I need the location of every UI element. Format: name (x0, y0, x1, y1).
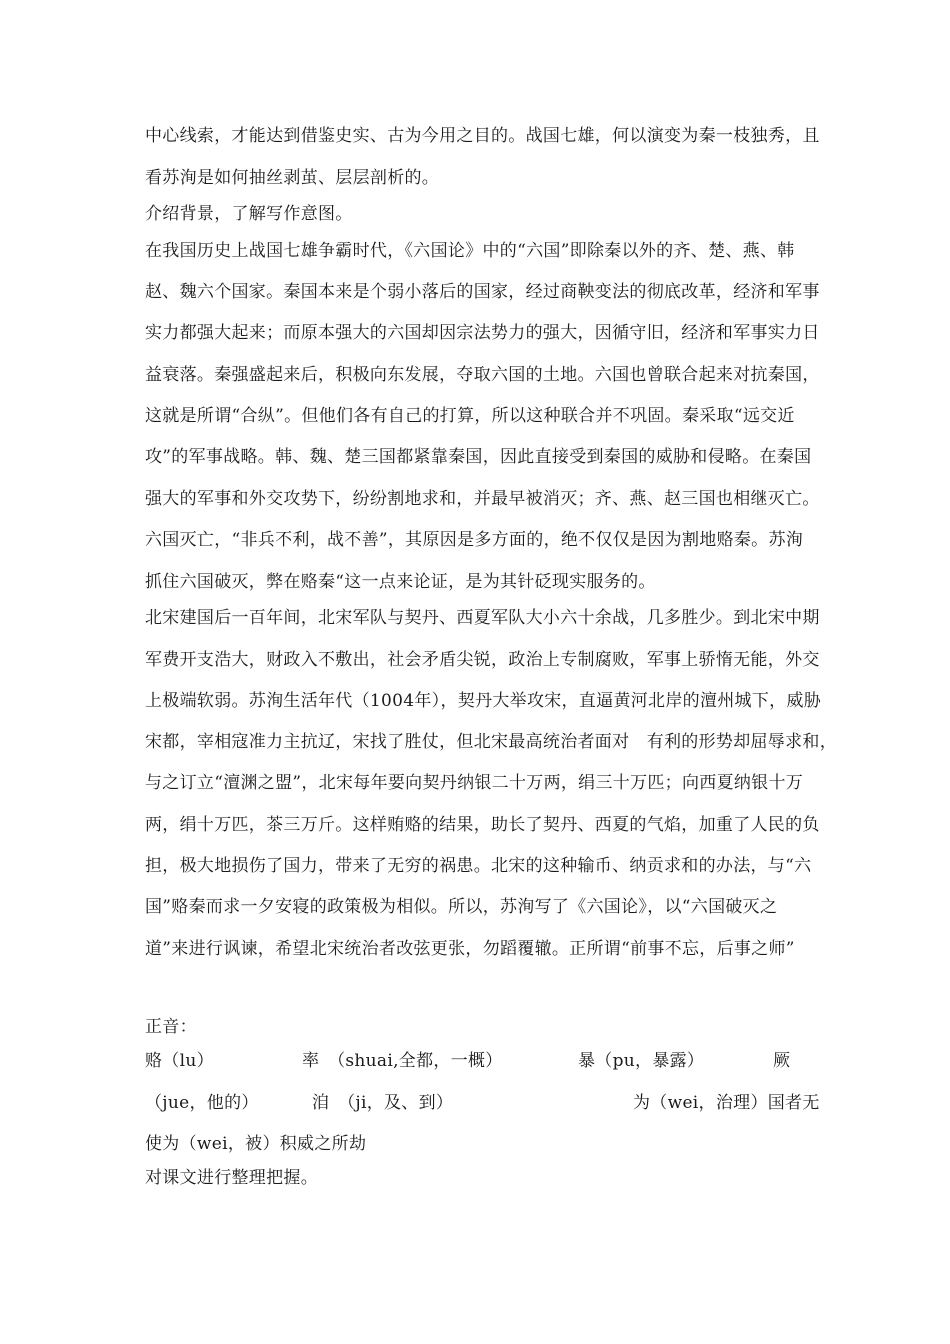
pronunciation-heading: 正音： (145, 1017, 197, 1037)
body-line: 宋都，宰相寇准力主抗辽，宋找了胜仗，但北宋最高统治者面对 有利的形势却屈辱求和， (145, 732, 837, 752)
pronunciation-item: 厥 (773, 1051, 791, 1071)
body-line: 实力都强大起来；而原本强大的六国却因宗法势力的强大，因循守旧，经济和军事实力日 (145, 323, 820, 343)
body-line: 道”来进行讽谏，希望北宋统治者改弦更张，勿蹈覆辙。正所谓“前事不忘，后事之师” (145, 939, 795, 959)
body-line: 国”赂秦而求一夕安寝的政策极为相似。所以，苏洵写了《六国论》，以“六国破灭之 (145, 897, 778, 917)
pronunciation-item: 洎 （ji，及、到） (312, 1093, 454, 1113)
body-line: 益衰落。秦强盛起来后，积极向东发展，夺取六国的土地。六国也曾联合起来对抗秦国， (145, 365, 820, 385)
pronunciation-item: 赂（lu） (145, 1051, 214, 1071)
body-line: 六国灭亡，“非兵不利，战不善”，其原因是多方面的，绝不仅仅是因为割地赂秦。苏洵 (145, 530, 804, 550)
body-line: 两，绢十万匹，茶三万斤。这样贿赂的结果，助长了契丹、西夏的气焰，加重了人民的负 (145, 815, 820, 835)
pronunciation-item: 为（wei，治理）国者无 (633, 1093, 820, 1113)
body-line: 抓住六国破灭，弊在赂秦“这一点来论证，是为其针砭现实服务的。 (145, 572, 656, 592)
body-line: 北宋建国后一百年间，北宋军队与契丹、西夏军队大小六十余战，几多胜少。到北宋中期 (145, 608, 820, 628)
body-line: 强大的军事和外交攻势下，纷纷割地求和，并最早被消灭；齐、燕、赵三国也相继灭亡。 (145, 489, 820, 509)
body-line: 担，极大地损伤了国力，带来了无穷的祸患。北宋的这种输币、纳贡求和的办法，与“六 (145, 856, 812, 876)
body-line: 中心线索，才能达到借鉴史实、古为今用之目的。战国七雄，何以演变为秦一枝独秀，且 (145, 126, 820, 146)
pronunciation-item: 暴（pu，暴露） (578, 1051, 705, 1071)
body-line: 介绍背景，了解写作意图。 (145, 204, 353, 224)
pronunciation-row: 使为（wei，被）积威之所劫 (145, 1134, 367, 1154)
body-line: 看苏洵是如何抽丝剥茧、层层剖析的。 (145, 168, 440, 188)
body-line: 攻”的军事战略。韩、魏、楚三国都紧靠秦国，因此直接受到秦国的威胁和侵略。在秦国 (145, 447, 812, 467)
body-line: 这就是所谓“合纵”。但他们各有自己的打算，所以这种联合并不巩固。秦采取“远交近 (145, 406, 795, 426)
body-line: 军费开支浩大，财政入不敷出，社会矛盾尖锐，政治上专制腐败，军事上骄惰无能，外交 (145, 650, 820, 670)
closing-line: 对课文进行整理把握。 (145, 1168, 318, 1188)
pronunciation-item: （jue，他的） (145, 1093, 259, 1113)
body-line: 与之订立“澶渊之盟”，北宋每年要向契丹纳银二十万两，绢三十万匹；向西夏纳银十万 (145, 773, 804, 793)
body-line: 在我国历史上战国七雄争霸时代，《六国论》中的“六国”即除秦以外的齐、楚、燕、韩 (145, 241, 795, 261)
body-line: 赵、魏六个国家。秦国本来是个弱小落后的国家，经过商鞅变法的彻底改革，经济和军事 (145, 282, 820, 302)
pronunciation-item: 率 （shuai,全都，一概） (302, 1051, 503, 1071)
body-line: 上极端软弱。苏洵生活年代（1004年），契丹大举攻宋，直逼黄河北岸的澶州城下，威胁 (145, 691, 822, 711)
